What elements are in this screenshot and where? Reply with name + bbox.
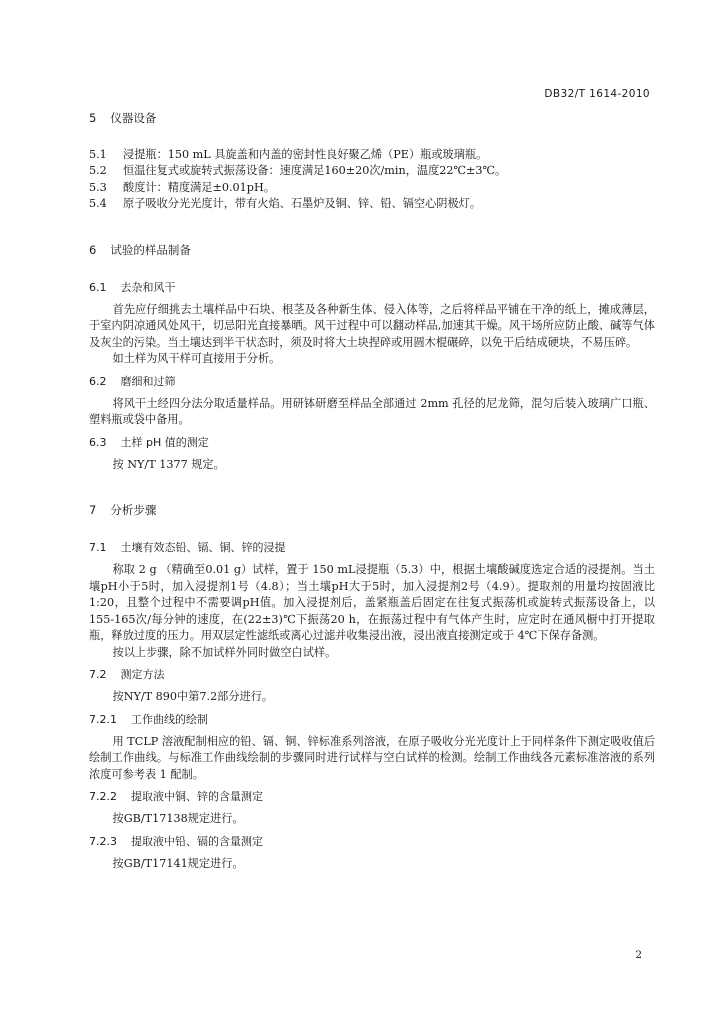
- paragraph: 将风干土经四分法分取适量样品。用研钵研磨至样品全部通过 2mm 孔径的尼龙筛，混匀后装入玻璃广口瓶、塑料瓶或袋中备用。: [89, 396, 655, 427]
- paragraph: 按GB/T17138规定进行。: [112, 812, 244, 826]
- section-heading: 7 分析步骤: [89, 503, 157, 518]
- paragraph: 称取 2 g （精确至0.01 g）试样，置于 150 mL浸提瓶（5.3）中，根据土壤酸碱度选定合适的浸提剂。当土壤pH小于5时，加入浸提剂1号（4.8）；当土壤pH大于5时，加入浸提剂2号（4.9）。提取剂的用量均按固液比1:20，且整个过程中不需要调pH值。加入浸提剂后，盖紧瓶盖后固定在往复式振荡机或旋转式振荡设备上，以155-165次/每分钟的速度，在(22±3)℃下振荡20 h，在振荡过程中有气体产生时，应定时在通风橱中打开提取瓶，释放过度的压力。用双层定性滤纸或离心过滤并收集浸出液，浸出液直接测定或于 4℃下保存备测。: [89, 563, 655, 643]
- paragraph: 按以上步骤，除不加试样外同时做空白试样。: [112, 645, 337, 659]
- subsection-heading: 7.2 测定方法: [89, 668, 165, 682]
- section-heading: [89, 108, 655, 128]
- standard-code: DB32/T 1614-2010: [544, 88, 650, 100]
- subsection-heading: 7.2.1 工作曲线的绘制: [89, 712, 208, 726]
- paragraph: 首先应仔细挑去土壤样品中石块、根茎及各种新生体、侵入体等，之后将样品平铺在干净的纸上，摊成薄层，于室内阴凉通风处风干，切忌阳光直接暴晒。风干过程中可以翻动样品,加速其干燥。风干场所应防止酸、碱等气体及灰尘的污染。当土壤达到半干状态时，须及时将大土块捏碎或用圆木棍碾碎，以免干后结成硬块，不易压碎。: [89, 302, 655, 349]
- page-number: 2: [635, 949, 642, 961]
- paragraph: 按NY/T 890中第7.2部分进行。: [112, 690, 274, 704]
- list-item: 5.4 原子吸收分光光度计，带有火焰、石墨炉及铜、锌、铅、镉空心阴极灯。: [89, 197, 482, 211]
- subsection-heading: 6.1 去杂和风干: [89, 280, 176, 294]
- subsection-heading: 7.2.2 提取液中铜、锌的含量测定: [89, 790, 263, 804]
- list-item: 5.3 酸度计：精度满足±0.01pH。: [89, 180, 275, 194]
- paragraph: 用 TCLP 溶液配制相应的铅、镉、铜、锌标准系列溶液，在原子吸收分光光度计上于同样条件下测定吸收值后绘制工作曲线。与标准工作曲线绘制的步骤同时进行试样与空白试样的检测。绘制工作曲线各元素标准溶液的系列浓度可参考表 1 配制。: [89, 734, 655, 781]
- subsection-heading: 6.3 土样 pH 值的测定: [89, 435, 209, 449]
- subsection-heading: 7.1 土壤有效态铅、镉、铜、锌的浸提: [89, 541, 286, 555]
- section-number: 5: [89, 111, 97, 125]
- paragraph: 按 NY/T 1377 规定。: [112, 457, 225, 471]
- page-content: [89, 108, 655, 872]
- subsection-heading: 7.2.3 提取液中铅、镉的含量测定: [89, 834, 263, 848]
- paragraph: 如土样为风干样可直接用于分析。: [112, 352, 281, 366]
- section-heading: 6 试验的样品制备: [89, 242, 191, 257]
- subsection-heading: 6.2 磨细和过筛: [89, 374, 176, 388]
- list-item: 5.1 浸提瓶：150 mL 具旋盖和内盖的密封性良好聚乙烯（PE）瓶或玻璃瓶。: [89, 148, 488, 161]
- section-title: 仪器设备: [110, 111, 157, 125]
- list-item: 5.2 恒温往复式或旋转式振荡设备：速度满足160±20次/min，温度22℃±3℃。: [89, 164, 507, 178]
- paragraph: 按GB/T17141规定进行。: [112, 856, 244, 870]
